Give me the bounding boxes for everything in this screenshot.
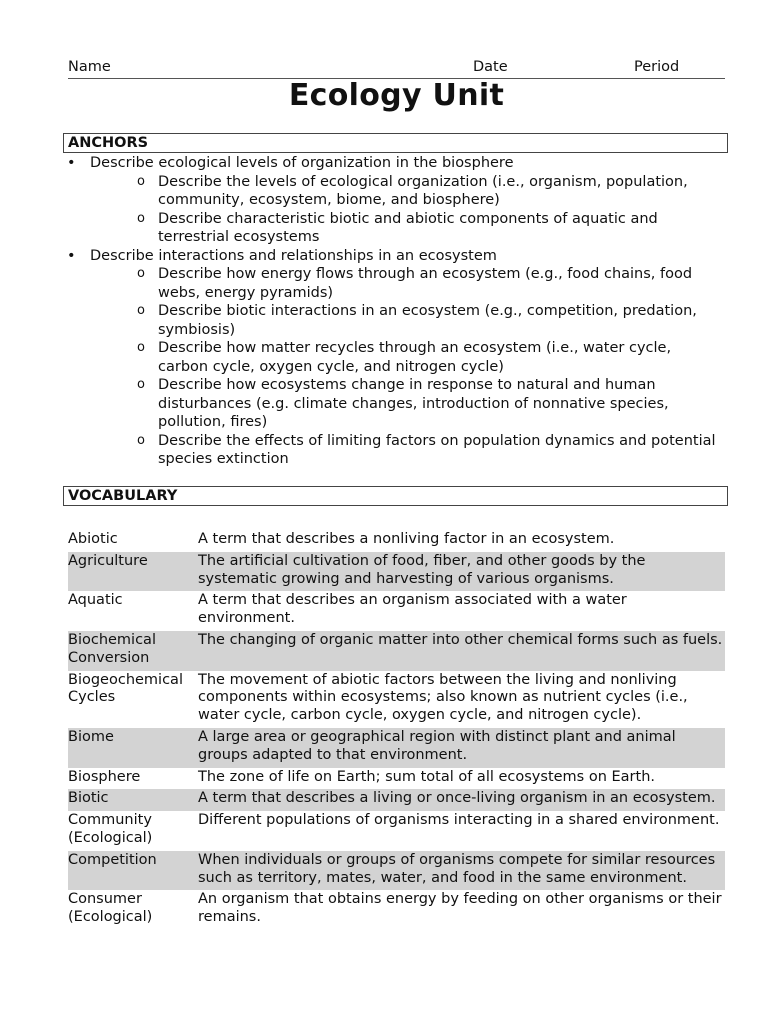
vocab-row	[68, 552, 725, 592]
bullet-icon: •	[67, 247, 76, 264]
anchor-bullet	[63, 247, 728, 266]
vocab-row	[68, 591, 725, 631]
vocab-term: Aquatic	[68, 592, 123, 609]
anchor-bullet-text: Describe ecological levels of organization in the biosphere	[90, 155, 514, 171]
vocab-row	[68, 890, 725, 930]
vocab-definition: A term that describes a nonliving factor in an ecosystem.	[198, 531, 615, 547]
vocab-term: Agriculture	[68, 552, 198, 592]
anchor-subitem	[63, 432, 728, 469]
vocab-term: Biogeochemical Cycles	[68, 671, 183, 706]
vocab-term: Biotic	[68, 789, 198, 811]
anchor-subitem	[63, 339, 728, 376]
anchor-bullet-text: Describe interactions and relationships in an ecosystem	[90, 247, 497, 264]
anchor-subitem-text: Describe the effects of limiting factors on population dynamics and potential species extinction	[158, 432, 716, 467]
student-info-line	[68, 58, 725, 79]
vocab-definition: The changing of organic matter into other chemical forms such as fuels.	[198, 631, 725, 671]
anchor-subitem-text: Describe characteristic biotic and abiotic components of aquatic and terrestrial ecosystems	[158, 210, 658, 245]
circle-bullet-icon: o	[137, 340, 145, 355]
vocabulary-table	[68, 530, 725, 930]
anchors-list	[63, 154, 728, 469]
anchor-subitem-text: Describe how energy flows through an ecosystem (e.g., food chains, food webs, energy pyramids)	[158, 266, 693, 301]
vocab-definition: The artificial cultivation of food, fiber, and other goods by the systematic growing and harvesting of various organisms.	[198, 552, 725, 592]
circle-bullet-icon: o	[137, 377, 145, 392]
period-label: Period	[634, 59, 680, 75]
page-title: Ecology Unit	[288, 78, 505, 113]
vocab-definition: A large area or geographical region with distinct plant and animal groups adapted to that environment.	[198, 728, 725, 768]
vocab-term: Abiotic	[68, 531, 118, 547]
vocab-term: Biome	[68, 728, 198, 768]
vocab-row	[68, 768, 725, 790]
name-label: Name	[68, 59, 111, 75]
date-label: Date	[473, 59, 508, 75]
circle-bullet-icon: o	[137, 266, 145, 281]
vocab-row	[68, 631, 725, 671]
vocab-definition: A term that describes an organism associated with a water environment.	[198, 592, 627, 627]
anchor-subitem	[63, 173, 728, 210]
anchor-subitem	[63, 302, 728, 339]
vocab-row	[68, 728, 725, 768]
anchor-bullet	[63, 154, 728, 173]
vocab-term: Competition	[68, 851, 198, 891]
anchor-subitem	[63, 210, 728, 247]
anchors-heading: ANCHORS	[63, 133, 728, 153]
bullet-icon: •	[67, 155, 76, 171]
vocab-row	[68, 530, 725, 552]
vocab-row	[68, 851, 725, 891]
anchor-subitem-text: Describe how ecosystems change in response to natural and human disturbances (e.g. climate changes, introduction of nonnative species, pollution, fires)	[158, 377, 669, 430]
anchor-subitem-text: Describe biotic interactions in an ecosystem (e.g., competition, predation, symbiosis)	[158, 303, 697, 338]
vocab-row	[68, 789, 725, 811]
anchor-subitem	[63, 265, 728, 302]
vocab-definition: The zone of life on Earth; sum total of all ecosystems on Earth.	[198, 768, 655, 785]
vocabulary-heading: VOCABULARY	[63, 486, 728, 506]
vocab-definition: An organism that obtains energy by feeding on other organisms or their remains.	[198, 891, 722, 926]
vocab-definition: The movement of abiotic factors between the living and nonliving components within ecosystems; also known as nutrient cycles (i.e., water cycle, carbon cycle, oxygen cycle, and nitrogen cycle).	[198, 671, 688, 724]
anchor-subitem-text: Describe the levels of ecological organization (i.e., organism, population, community, ecosystem, biome, and biosphere)	[158, 173, 688, 208]
circle-bullet-icon: o	[137, 173, 145, 189]
vocab-term: Community (Ecological)	[68, 812, 153, 846]
anchor-subitem-text: Describe how matter recycles through an ecosystem (i.e., water cycle, carbon cycle, oxygen cycle, and nitrogen cycle)	[158, 340, 672, 375]
circle-bullet-icon: o	[137, 432, 145, 448]
vocab-definition: Different populations of organisms interacting in a shared environment.	[198, 812, 720, 829]
vocab-term: Consumer (Ecological)	[68, 891, 153, 926]
vocab-definition: When individuals or groups of organisms compete for similar resources such as territory, mates, water, and food in the same environment.	[198, 851, 725, 891]
vocab-term: Biosphere	[68, 768, 141, 785]
vocab-term: Biochemical Conversion	[68, 631, 198, 671]
vocab-row	[68, 811, 725, 851]
vocab-row	[68, 671, 725, 728]
vocab-definition: A term that describes a living or once-living organism in an ecosystem.	[198, 789, 725, 811]
circle-bullet-icon: o	[137, 303, 145, 318]
circle-bullet-icon: o	[137, 210, 145, 226]
anchor-subitem	[63, 376, 728, 432]
